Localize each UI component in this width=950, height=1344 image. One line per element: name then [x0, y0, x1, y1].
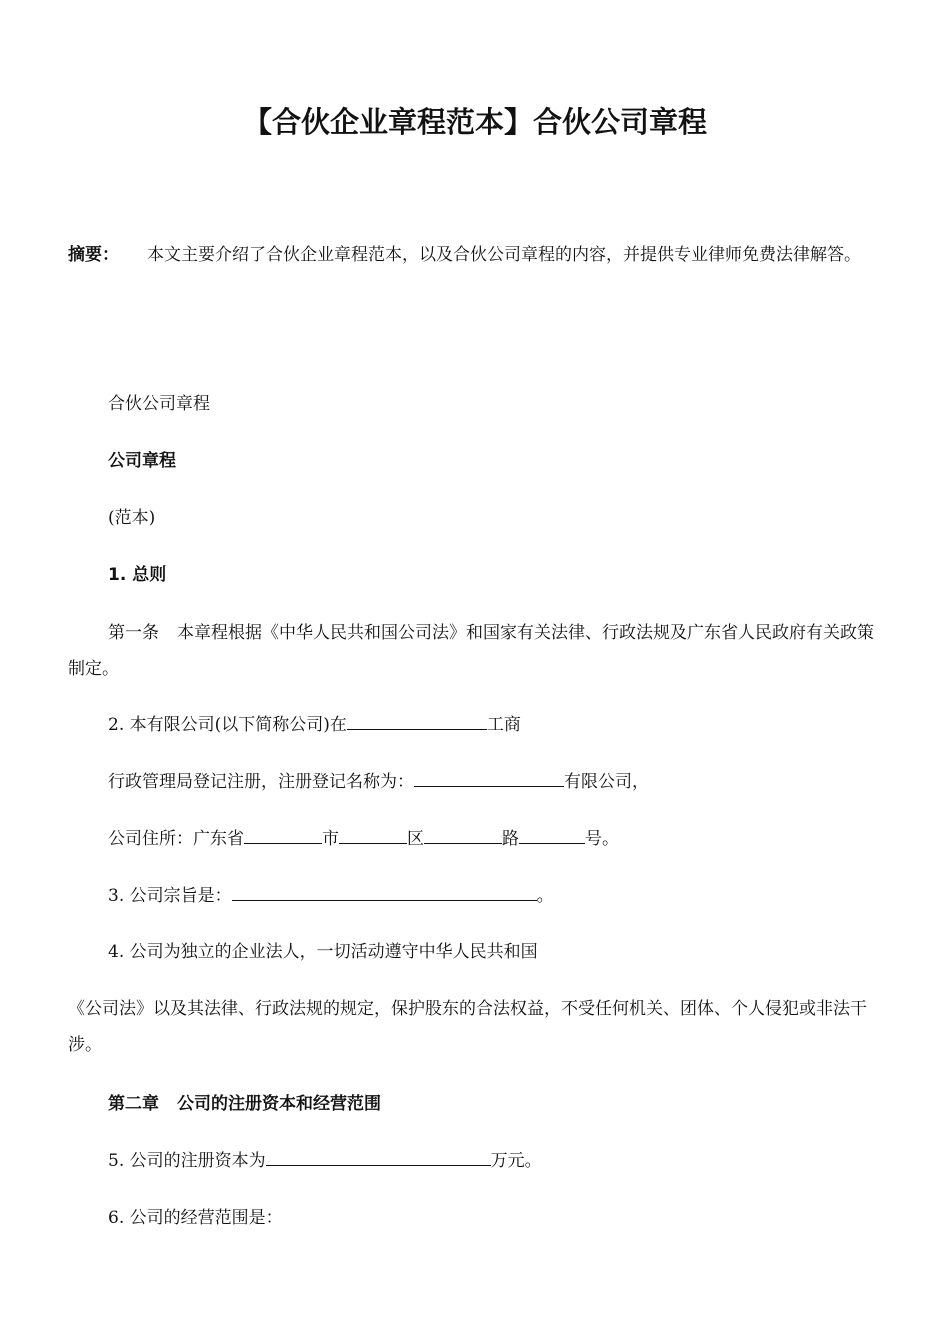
clause-3-prefix: 3. 公司宗旨是： [108, 886, 232, 906]
address-prefix: 公司住所：广东省 [108, 829, 244, 849]
clause-5 [68, 1143, 883, 1179]
clause-2-registration [68, 764, 883, 800]
blank-field [414, 768, 564, 787]
article-1-text: 本章程根据《中华人民共和国公司法》和国家有关法律、行政法规及广东省人民政府有关政策制定。 [68, 623, 874, 679]
chapter-2-label: 第二章 [108, 1094, 159, 1114]
abstract-label: 摘要： [68, 245, 119, 265]
blank-field [424, 825, 502, 844]
clause-3-suffix: 。 [536, 886, 554, 906]
clause-2-suffix: 工商 [486, 715, 521, 735]
sample-note: (范本) [108, 508, 156, 528]
document-title: 【合伙企业章程范本】合伙公司章程 [242, 105, 707, 139]
abstract-text: 本文主要介绍了合伙企业章程范本，以及合伙公司章程的内容，并提供专业律师免费法律解答。 [147, 245, 861, 265]
clause-5-suffix: 万元。 [490, 1151, 542, 1171]
article-1-label: 第一条 [108, 623, 159, 643]
blank-field [519, 825, 585, 844]
clause-2-prefix: 2. 本有限公司(以下简称公司)在 [108, 715, 347, 735]
blank-field [244, 825, 322, 844]
abstract [68, 238, 883, 272]
address-district: 区 [407, 829, 424, 849]
heading-partnership-charter: 合伙公司章程 [108, 394, 210, 414]
blank-field [347, 711, 487, 730]
address-road: 路 [502, 829, 519, 849]
clause-5-prefix: 5. 公司的注册资本为 [108, 1151, 266, 1171]
clause-3 [68, 878, 883, 914]
registration-suffix: 有限公司， [564, 772, 649, 792]
address-number: 号。 [585, 829, 619, 849]
section-general: 1. 总则 [108, 565, 167, 585]
heading-company-charter: 公司章程 [108, 451, 176, 471]
chapter-2-title: 公司的注册资本和经营范围 [177, 1094, 381, 1114]
blank-field [232, 882, 537, 901]
clause-4-continued: 《公司法》以及其法律、行政法规的规定，保护股东的合法权益，不受任何机关、团体、个人侵犯或非法干涉。 [68, 999, 867, 1055]
article-1 [68, 615, 883, 687]
address-city: 市 [322, 829, 339, 849]
blank-field [339, 825, 407, 844]
blank-field [266, 1147, 491, 1166]
chapter-2-heading [68, 1086, 883, 1122]
clause-4: 4. 公司为独立的企业法人，一切活动遵守中华人民共和国 [108, 942, 538, 962]
clause-2 [68, 707, 883, 743]
company-address [68, 821, 883, 857]
registration-prefix: 行政管理局登记注册，注册登记名称为： [108, 772, 414, 792]
clause-6: 6. 公司的经营范围是： [108, 1208, 283, 1228]
